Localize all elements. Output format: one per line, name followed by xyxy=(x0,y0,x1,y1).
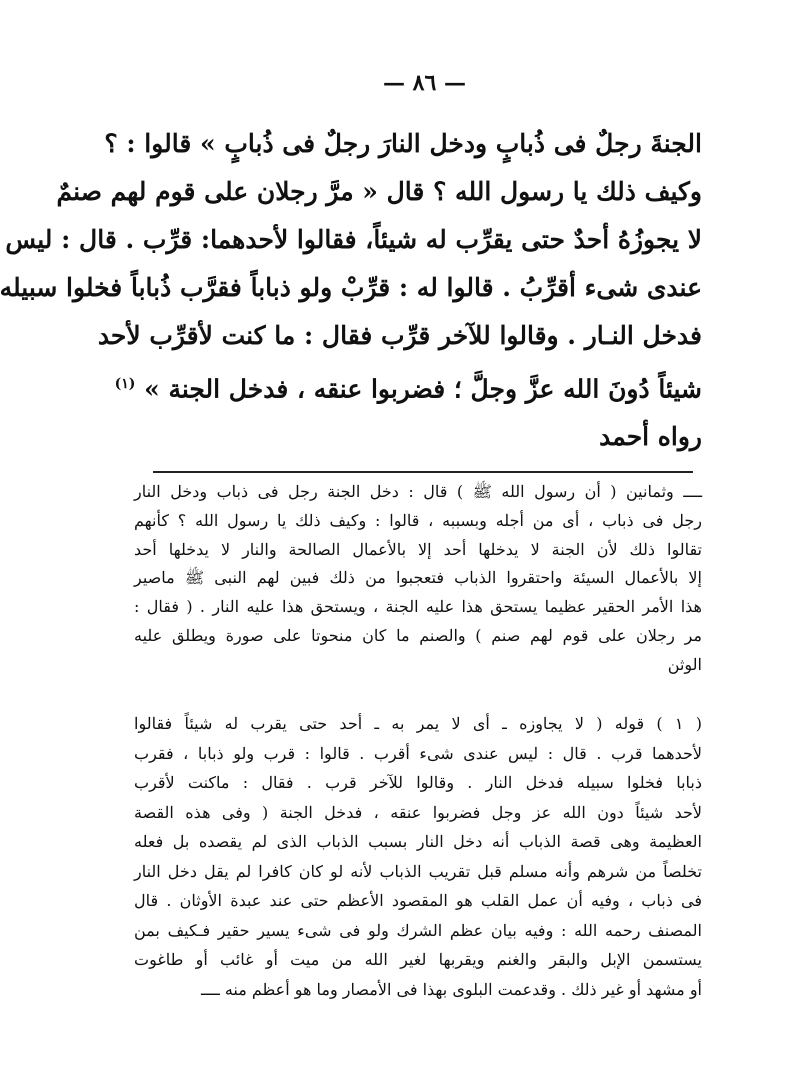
footnote-line: المصنف رحمه الله : وفيه بيان عظم الشرك ولو فى شىء يسير حقير فـكيف بمن xyxy=(134,920,702,940)
hadith-line: فدخل النـار . وقالوا للآخر قرِّب فقال : ما كنت لأقرِّب لأحد xyxy=(97,321,702,350)
commentary-block-continuation xyxy=(134,478,702,680)
footnote-line: أو مشهد أو غير ذلك . وقدعمت البلوى بهذا فى الأمصار وما هو أعظم منه ــــ xyxy=(201,979,702,999)
hadith-line: عندى شىء أقرِّبُ . قالوا له : قرِّبْ ولو ذباباً فقرَّب ذُباباً فخلوا سبيله xyxy=(0,273,702,302)
hadith-line-with-footnote xyxy=(114,360,702,413)
footnote-line: يستسمن الإبل والبقر والغنم ويقربها لغير الله من ميت أو غائب أو طاغوت xyxy=(134,950,702,969)
hadith-source: رواه أحمد xyxy=(599,422,702,452)
hadith-line: لا يجوزُهُ أحدٌ حتى يقرِّب له شيئاً، فقالوا لأحدهما: قرِّب . قال : ليس xyxy=(5,225,702,254)
footnote-line: ( ١ ) قوله ( لا يجاوزه ـ أى لا يمر به ـ أحد حتى يقرب له شيئاً فقالوا xyxy=(134,714,703,733)
commentary-line: تقالوا ذلك لأن الجنة لا يدخلها أحد إلا بالأعمال الصالحة والنار لا يدخلها أحد xyxy=(134,539,702,559)
page-number: — ٨٦ — xyxy=(383,70,466,96)
footnote-1 xyxy=(134,709,702,1004)
footnote-line: فى ذباب ، وفيه أن عمل القلب هو المقصود الأعظم حتى عند عبدة الأوثان . قال xyxy=(134,891,702,910)
hadith-line: الجنةَ رجلٌ فى ذُبابٍ ودخل النارَ رجلٌ فى ذُبابٍ » قالوا : ؟ xyxy=(104,129,702,158)
commentary-line: رجل فى ذباب ، أى من أجله وبسببه ، قالوا : وكيف ذلك يا رسول الله ؟ كأنهم xyxy=(134,510,702,530)
commentary-line: هذا الأمر الحقير عظيما يستحق هذا عليه الجنة ، ويستحق هذا عليه النار . ( فقال : xyxy=(134,597,702,617)
commentary-line: ــــ وثمانين ( أن رسول الله ﷺ ) قال : دخل الجنة رجل فى ذباب ودخل النار xyxy=(134,482,702,501)
footnote-line: لأحد شيئاً دون الله عز وجل فضربوا عنقه ، فدخل الجنة ( وفى هذه القصة xyxy=(134,802,702,822)
commentary-line: مر رجلان على قوم لهم صنم ) والصنم ما كان منحوتا على صورة ويطلق عليه xyxy=(134,625,702,645)
footnote-marker: (١) xyxy=(114,376,136,392)
commentary-line: الوثن xyxy=(667,654,702,674)
hadith-text xyxy=(0,120,702,461)
hadith-line: وكيف ذلك يا رسول الله ؟ قال « مرَّ رجلان على قوم لهم صنمٌ xyxy=(56,177,702,206)
hadith-line-text: شيئاً دُونَ الله عزَّ وجلَّ ؛ فضربوا عنقه ، فدخل الجنة » xyxy=(144,374,702,404)
footnote-line: ذبابا فخلوا سبيله فدخل النار . وقالوا للآخر قرب . فقال : ماكنت لأقرب xyxy=(134,773,702,792)
footnote-divider xyxy=(153,471,693,473)
footnote-line: تخلصاً من شرهم وأنه مسلم قبل تقريب الذباب لأنه لو كان كافرا لم يقل دخل النار xyxy=(134,861,702,881)
footnote-line: لأحدهما قرب . قال : ليس عندى شىء أقرب . قالوا : قرب ولو ذبابا ، فقرب xyxy=(134,743,702,763)
footnote-line: العظيمة وهى قصة الذباب أنه دخل النار بسبب الذباب الذى لم يقصده بل فعله xyxy=(134,832,702,851)
commentary-line: إلا بالأعمال السيئة واحتقروا الذباب فتعجبوا من ذلك فبين لهم النبى ﷺ ماصير xyxy=(134,568,702,588)
